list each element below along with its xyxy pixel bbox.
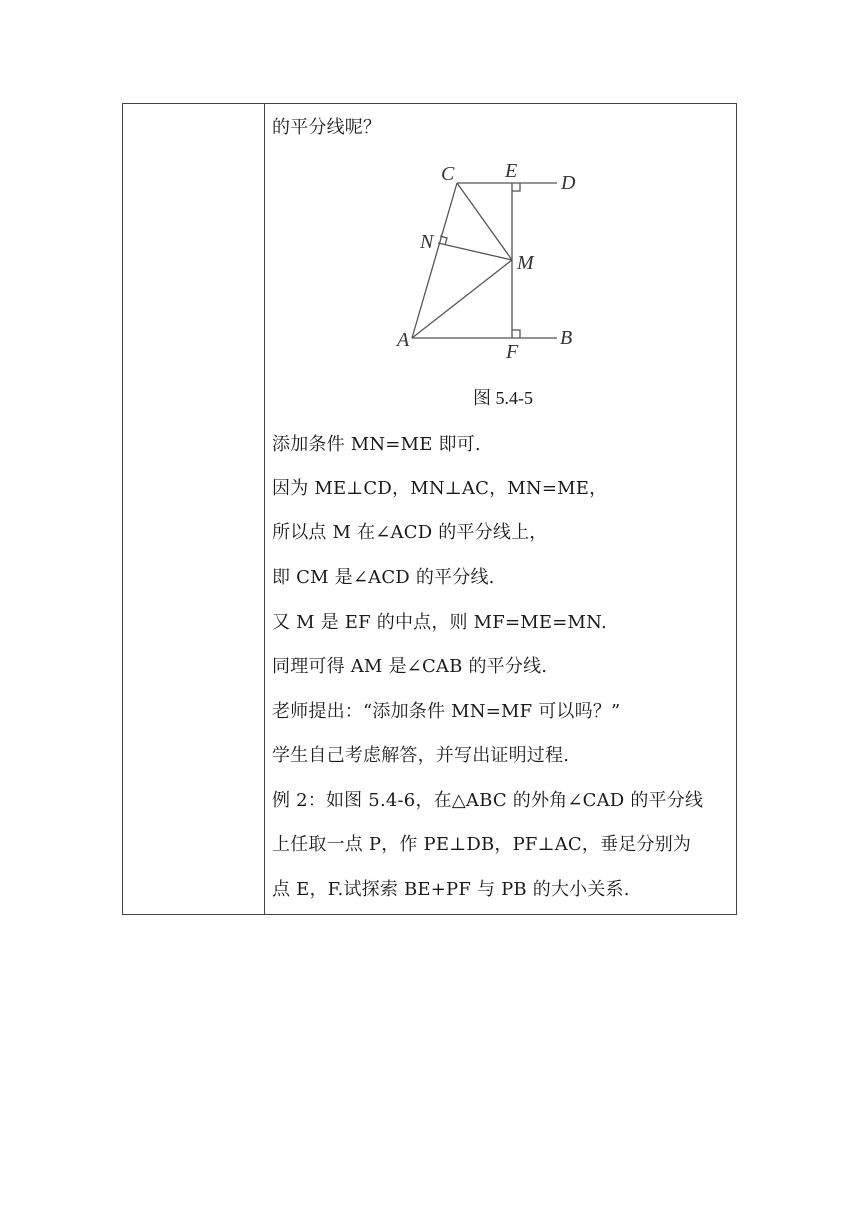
figure-caption: 图 5.4-5 [473,388,533,408]
text-line-1: 的平分线呢？ [272,117,382,138]
segment-ac [412,183,457,338]
label-n: N [420,231,434,253]
right-angle-f [512,330,520,338]
text-line-8: 老师提出：“添加条件 MN=MF 可以吗？” [272,701,621,722]
right-angle-e [512,183,520,191]
column-divider [264,104,265,914]
label-m: M [517,252,534,274]
text-line-10: 例 2：如图 5.4-6，在△ABC 的外角∠CAD 的平分线 [272,790,704,811]
segment-am [412,260,512,338]
segment-cm [457,183,512,260]
text-line-5: 即 CM 是∠ACD 的平分线. [272,567,495,588]
text-line-4: 所以点 M 在∠ACD 的平分线上， [272,522,548,543]
label-e: E [505,160,518,182]
text-line-3: 因为 ME⊥CD，MN⊥AC，MN=ME， [272,478,608,499]
left-cell [123,104,264,914]
text-line-9: 学生自己考虑解答，并写出证明过程. [272,745,570,766]
text-line-2: 添加条件 MN=ME 即可. [272,434,481,455]
text-line-6: 又 M 是 EF 的中点，则 MF=ME=MN. [272,612,607,633]
label-b: B [560,327,573,349]
geometry-diagram [392,158,592,358]
label-c: C [441,163,455,185]
text-line-12: 点 E，F.试探索 BE+PF 与 PB 的大小关系. [272,879,630,900]
text-line-11: 上任取一点 P，作 PE⊥DB，PF⊥AC，垂足分别为 [272,834,692,855]
text-line-7: 同理可得 AM 是∠CAB 的平分线. [272,656,548,677]
label-d: D [561,172,576,194]
label-a: A [397,329,410,351]
geometry-figure [392,158,592,358]
label-f: F [506,341,519,358]
